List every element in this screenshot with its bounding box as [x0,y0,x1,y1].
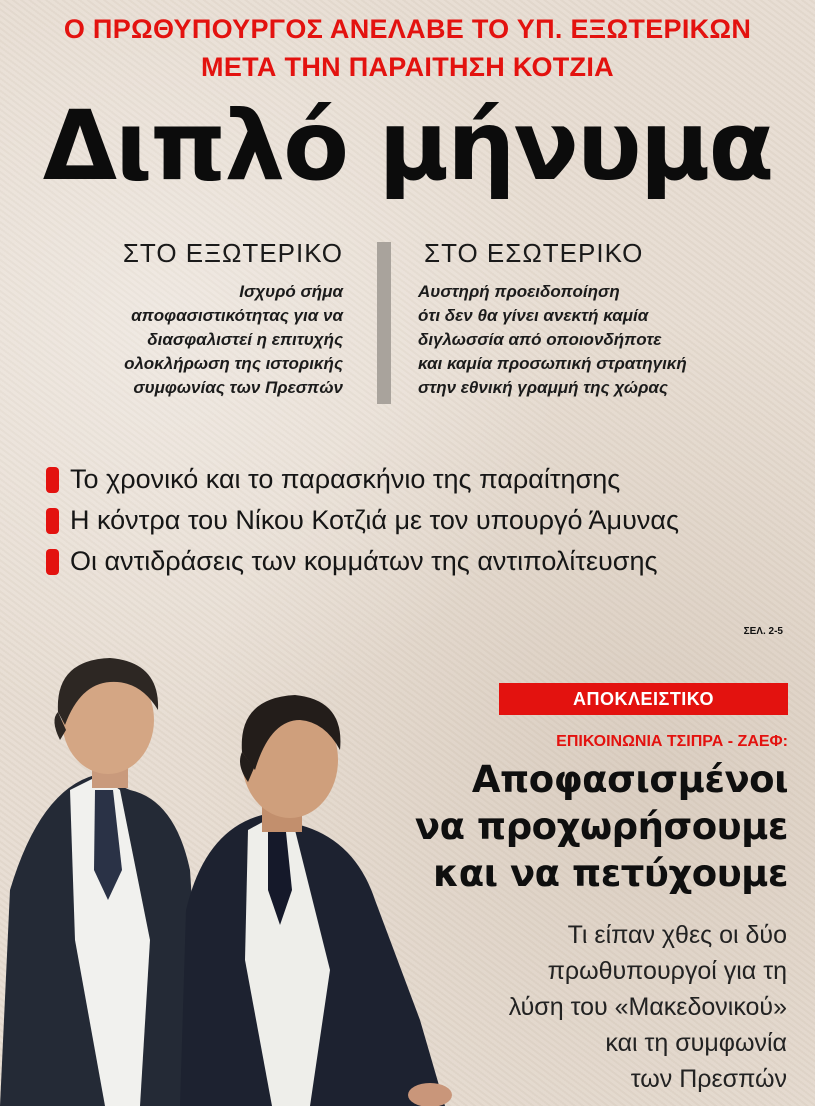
top-kicker-line-2: ΜΕΤΑ ΤΗΝ ΠΑΡΑΙΤΗΣΗ ΚΟΤΖΙΑ [201,52,614,82]
story-subtitle [487,917,787,1097]
bullet-text: Η κόντρα του Νίκου Κοτζιά με τον υπουργό Άμυνας [70,505,680,535]
left-column-line: ολοκλήρωση της ιστορικής [124,354,343,373]
story-kicker: ΕΠΙΚΟΙΝΩΝΙΑ ΤΣΙΠΡΑ - ΖΑΕΦ: [556,733,788,750]
left-column-title: ΣΤΟ ΕΞΩΤΕΡΙΚΟ [122,238,343,268]
right-column-body [418,280,778,400]
red-bullet-icon [46,467,59,493]
bullet-text: Το χρονικό και το παρασκήνιο της παραίτησης [70,464,621,494]
right-column-line: και καμία προσωπική στρατηγική [418,354,687,373]
red-bullet-icon [46,549,59,575]
bullet-list [46,459,679,582]
bullet-item [46,541,679,582]
page-reference: ΣΕΛ. 2-5 [743,626,783,637]
right-column-line: διγλωσσία από οποιονδήποτε [418,330,662,349]
bullet-item [46,459,679,500]
story-subtitle-line: πρωθυπουργοί για τη [547,957,787,985]
red-bullet-icon [46,508,59,534]
exclusive-label: ΑΠΟΚΛΕΙΣΤΙΚΟ [499,683,788,715]
main-headline: Διπλό μήνυμα [42,90,773,202]
right-column-line: στην εθνική γραμμή της χώρας [418,378,668,397]
story-title [368,756,788,897]
story-title-line: και να πετύχουμε [432,852,788,895]
story-title-line: να προχωρήσουμε [414,805,788,848]
right-column-line: Αυστηρή προειδοποίηση [418,282,620,301]
story-subtitle-line: και τη συμφωνία [605,1029,787,1057]
left-column-line: συμφωνίας των Πρεσπών [133,378,343,397]
left-column-line: Ισχυρό σήμα [239,282,343,301]
story-title-line: Αποφασισμένοι [471,758,788,801]
story-subtitle-line: λύση του «Μακεδονικού» [508,993,787,1021]
bullet-item [46,500,679,541]
bullet-text: Οι αντιδράσεις των κομμάτων της αντιπολίτευσης [70,546,658,576]
left-column-line: διασφαλιστεί η επιτυχής [147,330,343,349]
left-column-line: αποφασιστικότητας για να [131,306,343,325]
story-subtitle-line: των Πρεσπών [630,1065,787,1093]
left-column-body [33,280,343,400]
right-column-line: ότι δεν θα γίνει ανεκτή καμία [418,306,649,325]
right-column-title: ΣΤΟ ΕΣΩΤΕΡΙΚΟ [424,238,644,268]
column-divider [377,242,391,404]
story-subtitle-line: Τι είπαν χθες οι δύο [567,921,787,949]
top-kicker-line-1: Ο ΠΡΩΘΥΠΟΥΡΓΟΣ ΑΝΕΛΑΒΕ ΤΟ ΥΠ. ΕΞΩΤΕΡΙΚΩΝ [63,14,752,44]
